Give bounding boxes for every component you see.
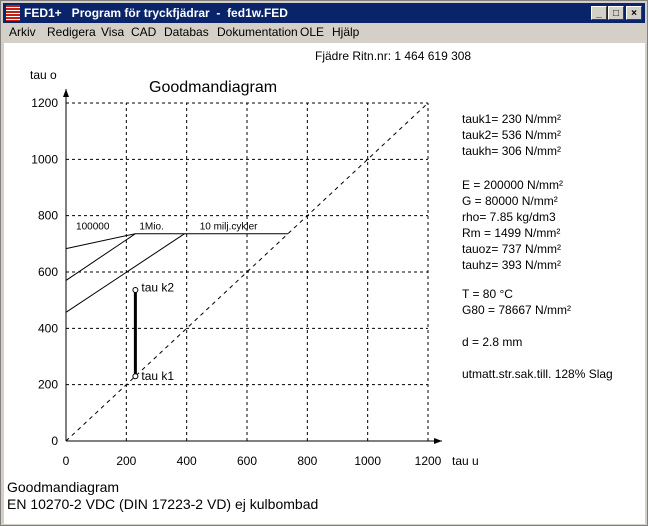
x-tick-label: 600 <box>236 454 258 468</box>
menu-arkiv[interactable]: Arkiv <box>9 25 36 39</box>
wire-diameter-value: d = 2.8 mm <box>462 335 523 349</box>
title-bar[interactable] <box>3 3 645 23</box>
rm-value: Rm = 1499 N/mm² <box>462 226 561 240</box>
tauoz-value: tauoz= 737 N/mm² <box>462 242 562 256</box>
menu-cad[interactable]: CAD <box>131 25 157 39</box>
fatigue-line-label: 100000 <box>76 221 110 233</box>
y-axis-arrow <box>63 89 69 97</box>
tauhz-value: tauhz= 393 N/mm² <box>462 258 562 272</box>
tauk1-value: tauk1= 230 N/mm² <box>462 112 562 126</box>
drawing-area[interactable] <box>4 43 645 524</box>
x-axis-label: tau u <box>452 454 479 468</box>
density-value: rho= 7.85 kg/dm3 <box>462 210 556 224</box>
y-tick-label: 400 <box>37 321 58 336</box>
tau-k2-point <box>133 288 138 293</box>
minimize-button[interactable]: _ <box>591 6 607 20</box>
x-tick-label: 1200 <box>414 454 442 468</box>
footer-standard: EN 10270-2 VDC (DIN 17223-2 VD) ej kulbombad <box>7 496 319 512</box>
wire-block <box>462 334 522 350</box>
y-tick-label: 200 <box>37 377 58 392</box>
safety-block <box>462 366 613 382</box>
close-button[interactable]: × <box>626 6 642 20</box>
point-annotation: tau k2 <box>141 280 175 295</box>
menu-visa[interactable]: Visa <box>101 25 125 39</box>
g-modulus-value: G = 80000 N/mm² <box>462 194 558 208</box>
y-tick-label: 1200 <box>31 96 58 110</box>
menu-ole[interactable]: OLE <box>300 25 325 39</box>
y-tick-label: 0 <box>51 434 58 448</box>
footer-title: Goodmandiagram <box>7 479 120 495</box>
menu-dokumentation[interactable]: Dokumentation <box>217 25 298 39</box>
x-tick-label: 0 <box>62 454 70 468</box>
point-annotation: tau k1 <box>141 369 175 384</box>
e-modulus-value: E = 200000 N/mm² <box>462 178 564 192</box>
taukh-value: taukh= 306 N/mm² <box>462 144 562 158</box>
chart-title: Goodmandiagram <box>149 79 278 96</box>
y-axis-label: tau o <box>30 68 57 82</box>
x-tick-label: 400 <box>176 454 197 468</box>
temperature-value: T = 80 °C <box>462 287 513 301</box>
app-spring-icon[interactable] <box>6 5 20 21</box>
g80-value: G80 = 78667 N/mm² <box>462 303 572 317</box>
fatigue-line-label: 1Mio. <box>139 221 164 233</box>
menu-hjalp[interactable]: Hjälp <box>332 25 360 39</box>
fatigue-line <box>66 234 185 313</box>
tau-k1-point <box>133 374 138 379</box>
drawing-reference: Fjädre Ritn.nr: 1 464 619 308 <box>315 49 472 63</box>
window-title: FED1+ Program för tryckfjädrar - fed1w.FED <box>24 6 288 20</box>
x-axis-arrow <box>434 438 442 444</box>
stress-block <box>462 111 561 159</box>
maximize-button[interactable]: □ <box>608 6 624 20</box>
x-tick-label: 800 <box>297 454 318 468</box>
menu-redigera[interactable]: Redigera <box>47 25 96 39</box>
temperature-block <box>462 286 571 318</box>
fatigue-line-label: 10 milj.cykler <box>199 221 258 233</box>
y-tick-label: 600 <box>37 265 58 279</box>
tauk2-value: tauk2= 536 N/mm² <box>462 128 562 142</box>
y-tick-label: 1000 <box>31 152 58 167</box>
x-tick-label: 1000 <box>354 454 382 468</box>
safety-factor-value: utmatt.str.sak.till. 128% Slag <box>462 367 613 381</box>
y-tick-label: 800 <box>37 208 58 223</box>
menu-bar <box>3 23 645 42</box>
material-block <box>462 177 563 273</box>
menu-databas[interactable]: Databas <box>164 25 209 39</box>
x-tick-label: 200 <box>116 454 137 468</box>
